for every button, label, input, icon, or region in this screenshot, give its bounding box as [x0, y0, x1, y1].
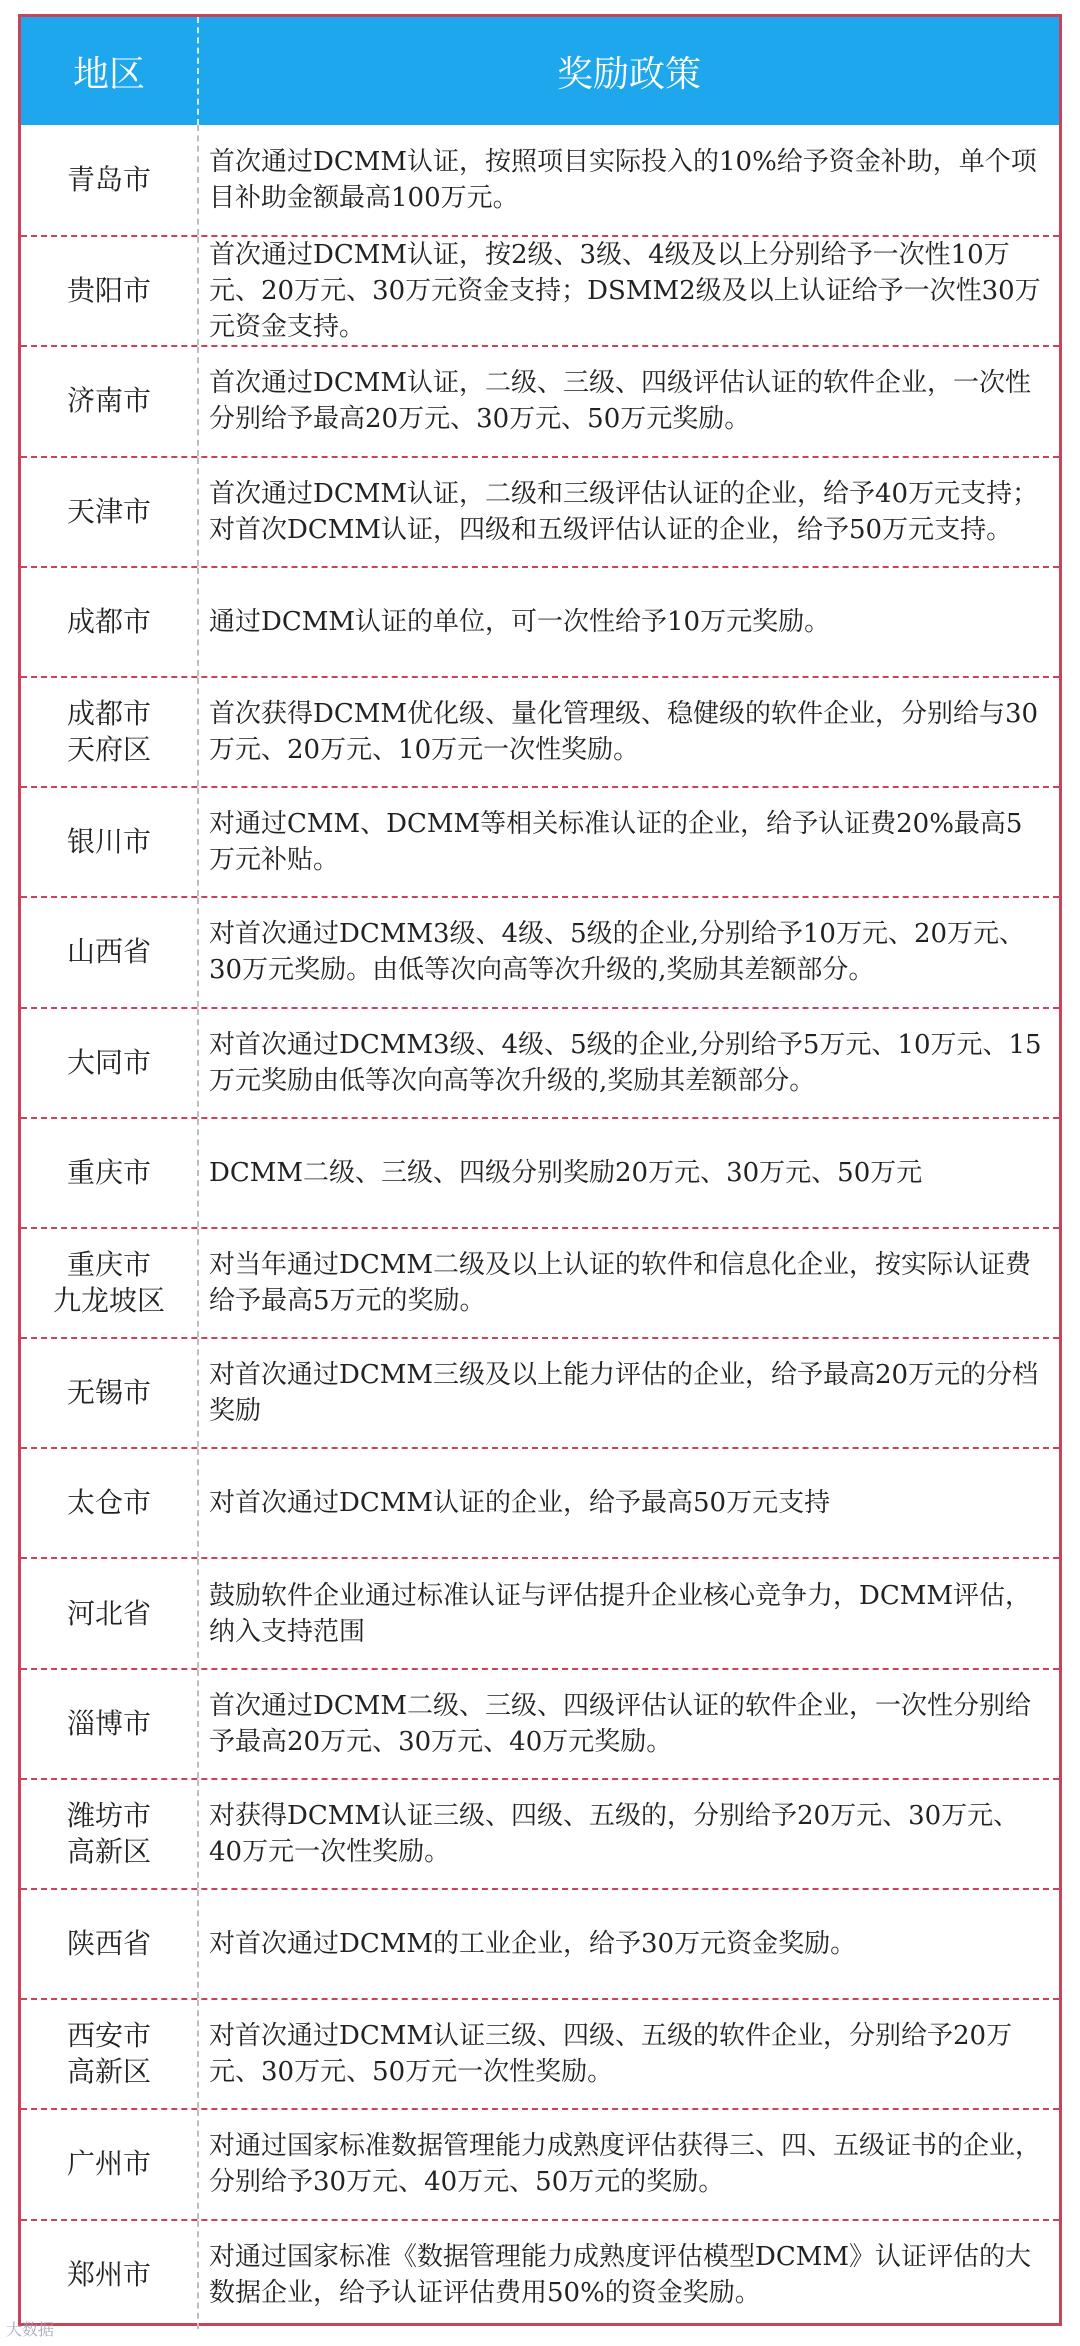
table-row — [21, 235, 1059, 345]
policy-cell — [199, 1339, 1059, 1447]
region-cell: 成都市 天府区 — [21, 678, 199, 786]
region-cell: 贵阳市 — [21, 237, 199, 345]
policy-text: 对首次通过DCMM认证三级、四级、五级的软件企业，分别给予20万元、30万元、50万元一次性奖励。 — [209, 2021, 1013, 2088]
region-cell: 陕西省 — [21, 1890, 199, 1998]
watermark-text: 大数据 — [6, 2320, 55, 2339]
policy-text: 首次通过DCMM认证，二级、三级、四级评估认证的软件企业，一次性分别给予最高20万元、30万元、50万元奖励。 — [209, 368, 1031, 435]
region-cell: 重庆市 九龙坡区 — [21, 1229, 199, 1337]
table-row — [21, 456, 1059, 566]
policy-text: 对当年通过DCMM二级及以上认证的软件和信息化企业，按实际认证费给予最高5万元的奖励。 — [209, 1249, 1031, 1316]
policy-text: 首次通过DCMM认证，按照项目实际投入的10%给予资金补助，单个项目补助金额最高100万元。 — [209, 147, 1037, 214]
policy-cell — [199, 458, 1059, 566]
table-row — [21, 896, 1059, 1006]
policy-table — [18, 14, 1062, 2326]
policy-text: 对首次通过DCMM3级、4级、5级的企业,分别给予5万元、10万元、15万元奖励由低等次向高等次升级的,奖励其差额部分。 — [209, 1029, 1042, 1096]
header-region: 地区 — [21, 17, 199, 125]
table-row — [21, 1117, 1059, 1227]
policy-cell — [199, 237, 1059, 345]
policy-text: 首次通过DCMM二级、三级、四级评估认证的软件企业，一次性分别给予最高20万元、30万元、40万元奖励。 — [209, 1690, 1031, 1757]
policy-text: 对首次通过DCMM3级、4级、5级的企业,分别给予10万元、20万元、30万元奖励。由低等次向高等次升级的,奖励其差额部分。 — [209, 919, 1026, 986]
region-cell: 无锡市 — [21, 1339, 199, 1447]
table-row — [21, 1557, 1059, 1667]
region-cell: 青岛市 — [21, 125, 199, 235]
region-cell: 山西省 — [21, 898, 199, 1006]
policy-text: 对首次通过DCMM认证的企业，给予最高50万元支持 — [209, 1488, 831, 1519]
region-cell: 西安市 高新区 — [21, 2000, 199, 2108]
policy-cell — [199, 568, 1059, 676]
policy-text: 对通过国家标准《数据管理能力成熟度评估模型DCMM》认证评估的大数据企业，给予认证评估费用50%的资金奖励。 — [209, 2241, 1031, 2308]
policy-text: 首次通过DCMM认证，按2级、3级、4级及以上分别给予一次性10万元、20万元、30万元资金支持；DSMM2级及以上认证给予一次性30万元资金支持。 — [209, 240, 1041, 343]
table-row — [21, 1337, 1059, 1447]
policy-cell — [199, 1119, 1059, 1227]
table-row — [21, 2108, 1059, 2218]
table-row — [21, 345, 1059, 455]
policy-text: 鼓励软件企业通过标准认证与评估提升企业核心竞争力，DCMM评估，纳入支持范围 — [209, 1580, 1031, 1647]
region-cell: 广州市 — [21, 2110, 199, 2218]
policy-text: 对首次通过DCMM三级及以上能力评估的企业，给予最高20万元的分档奖励 — [209, 1360, 1039, 1427]
policy-cell — [199, 788, 1059, 896]
table-row — [21, 566, 1059, 676]
table-row — [21, 1778, 1059, 1888]
table-row — [21, 1888, 1059, 1998]
region-cell: 济南市 — [21, 347, 199, 455]
table-row — [21, 1007, 1059, 1117]
policy-cell — [199, 347, 1059, 455]
region-cell: 淄博市 — [21, 1670, 199, 1778]
table-body — [21, 125, 1059, 2329]
policy-cell — [199, 1009, 1059, 1117]
policy-cell — [199, 1890, 1059, 1998]
table-row — [21, 1447, 1059, 1557]
region-cell: 大同市 — [21, 1009, 199, 1117]
policy-cell — [199, 2221, 1059, 2329]
policy-text: 首次通过DCMM认证，二级和三级评估认证的企业，给予40万元支持；对首次DCMM认证，四级和五级评估认证的企业，给予50万元支持。 — [209, 478, 1039, 545]
table-row — [21, 1668, 1059, 1778]
region-cell: 郑州市 — [21, 2221, 199, 2329]
policy-cell — [199, 1780, 1059, 1888]
table-row — [21, 786, 1059, 896]
region-cell: 太仓市 — [21, 1449, 199, 1557]
region-cell: 成都市 — [21, 568, 199, 676]
table-row — [21, 1227, 1059, 1337]
policy-cell — [199, 898, 1059, 1006]
region-cell: 河北省 — [21, 1559, 199, 1667]
policy-cell — [199, 1670, 1059, 1778]
table-row — [21, 125, 1059, 235]
table-row — [21, 2219, 1059, 2329]
policy-text: 首次获得DCMM优化级、量化管理级、稳健级的软件企业，分别给与30万元、20万元、10万元一次性奖励。 — [209, 699, 1039, 766]
region-cell: 重庆市 — [21, 1119, 199, 1227]
policy-text: DCMM二级、三级、四级分别奖励20万元、30万元、50万元 — [209, 1157, 923, 1188]
header-policy: 奖励政策 — [556, 53, 701, 95]
policy-text: 对首次通过DCMM的工业企业，给予30万元资金奖励。 — [209, 1929, 857, 1960]
policy-cell — [199, 2000, 1059, 2108]
policy-cell — [199, 678, 1059, 786]
table-row — [21, 676, 1059, 786]
policy-text: 对通过国家标准数据管理能力成熟度评估获得三、四、五级证书的企业，分别给予30万元、40万元、50万元的奖励。 — [209, 2131, 1042, 2198]
table-header — [21, 17, 1059, 125]
policy-text: 通过DCMM认证的单位，可一次性给予10万元奖励。 — [209, 606, 831, 637]
policy-text: 对获得DCMM认证三级、四级、五级的，分别给予20万元、30万元、40万元一次性奖励。 — [209, 1800, 1020, 1867]
policy-cell — [199, 1449, 1059, 1557]
region-cell: 潍坊市 高新区 — [21, 1780, 199, 1888]
policy-cell — [199, 2110, 1059, 2218]
policy-cell — [199, 1229, 1059, 1337]
policy-cell — [199, 125, 1059, 235]
table-row — [21, 1998, 1059, 2108]
policy-text: 对通过CMM、DCMM等相关标准认证的企业，给予认证费20%最高5万元补贴。 — [209, 809, 1023, 876]
region-cell: 银川市 — [21, 788, 199, 896]
region-cell: 天津市 — [21, 458, 199, 566]
policy-cell — [199, 1559, 1059, 1667]
